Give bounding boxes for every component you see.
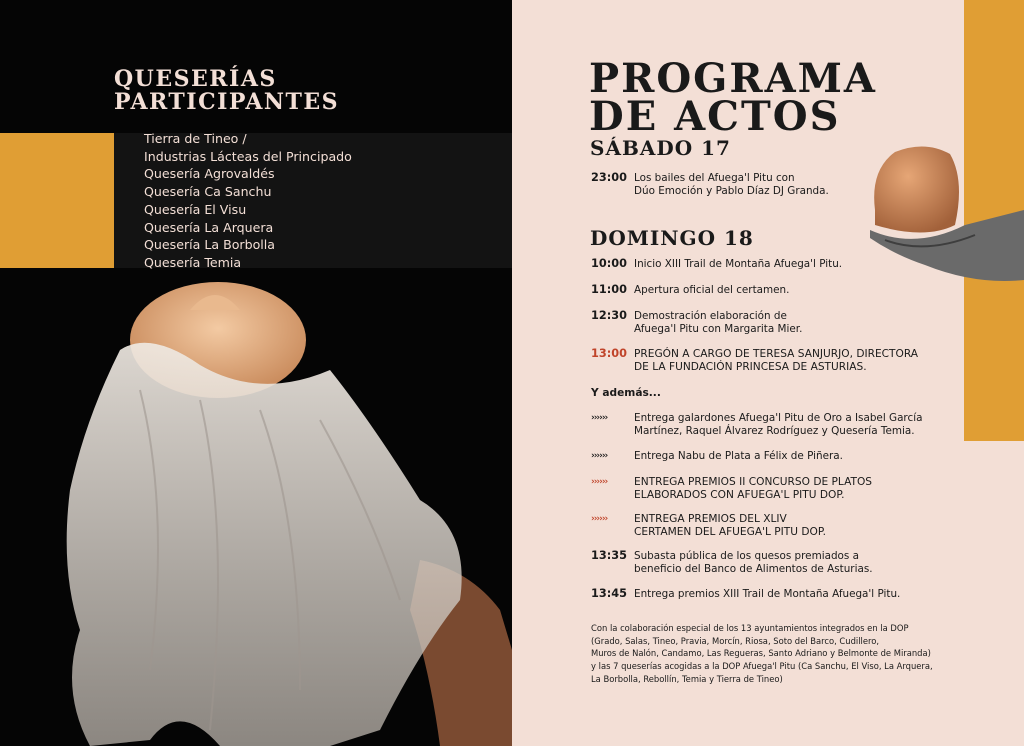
queseria-item: Quesería La Arquera [144,219,274,235]
cheese-cloth-photo [0,270,512,746]
event-time: 13:45 [591,587,627,600]
extra-description: ENTREGA PREMIOS II CONCURSO DE PLATOS ELABORADOS CON AFUEGA'L PITU DOP. [634,476,873,501]
event-time: 12:30 [591,309,627,322]
event-description: PREGÓN A CARGO DE TERESA SANJURJO, DIRECTORA DE LA FUNDACIÓN PRINCESA DE ASTURIAS. [634,348,919,373]
arrow-marker-icon: ›››››› [591,413,608,423]
event-time: 23:00 [591,171,627,184]
arrow-marker-icon: ›››››› [591,514,608,524]
ademas-heading: Y además... [591,387,661,399]
queserias-title-line1: QUESERÍAS [114,66,277,92]
event-description: Demostración elaboración de Afuega'l Pitu con Margarita Mier. [634,310,803,335]
event-description: Los bailes del Afuega'l Pitu con Dúo Emoción y Pablo Díaz DJ Granda. [634,172,829,197]
queserias-title [114,68,339,114]
queseria-item: Quesería El Visu [144,201,247,217]
queserias-list [144,130,352,272]
hand-cheese-photo [855,140,1024,285]
programa-title-line1: PROGRAMA [589,55,877,102]
event-description: Inicio XIII Trail de Montaña Afuega'l Pitu. [634,258,843,270]
domingo-heading: DOMINGO 18 [590,226,754,250]
arrow-marker-icon: ›››››› [591,477,608,487]
event-time: 13:00 [591,347,627,360]
extra-description: Entrega premios XIII Trail de Montaña Afuega'l Pitu. [634,588,901,600]
event-time: 13:35 [591,549,627,562]
programa-title-line2: DE ACTOS [589,93,841,140]
queseria-item: Tierra de Tineo / [144,131,247,146]
queserias-title-line2: PARTICIPANTES [114,89,340,115]
queseria-item: Quesería La Borbolla [144,237,276,253]
extra-description: Subasta pública de los quesos premiados a beneficio del Banco de Alimentos de Asturias. [634,550,873,575]
queseria-item: Industrias Lácteas del Principado [144,148,352,164]
event-time: 11:00 [591,283,627,296]
event-time: 10:00 [591,257,627,270]
queseria-item: Quesería Agrovaldés [144,166,275,182]
cloth-shape [67,343,462,746]
footer-text: Con la colaboración especial de los 13 ayuntamientos integrados en la DOP (Grado, Salas, Tineo, Pravia, Morcín, Riosa, Soto del Barco, Cudillero, Muros de Nalón, Candamo, Las Regueras, Santo Adriano y Belmonte de Miranda) y las 7 queserías acogidas a la DOP Afuega'l Pitu (Ca Sanchu, El Viso, La Arquera, La Borbolla, Rebollín, Temia y Tierra de Tineo) [591,623,933,684]
queseria-item: Quesería Ca Sanchu [144,184,272,200]
queseria-item: Quesería Temia [144,254,242,270]
extra-description: Entrega galardones Afuega'l Pitu de Oro a Isabel García Martínez, Raquel Álvarez Rodríguez y Quesería Temia. [634,412,923,437]
extra-description: Entrega Nabu de Plata a Félix de Piñera. [634,450,843,462]
gold-accent-block-left [0,133,114,268]
arrow-marker-icon: ›››››› [591,451,608,461]
event-description: Apertura oficial del certamen. [634,284,790,296]
extra-description: ENTREGA PREMIOS DEL XLIV CERTAMEN DEL AFUEGA'L PITU DOP. [634,513,826,538]
small-cheese-shape [874,146,959,232]
sabado-heading: SÁBADO 17 [590,136,731,160]
programa-title [589,55,877,140]
